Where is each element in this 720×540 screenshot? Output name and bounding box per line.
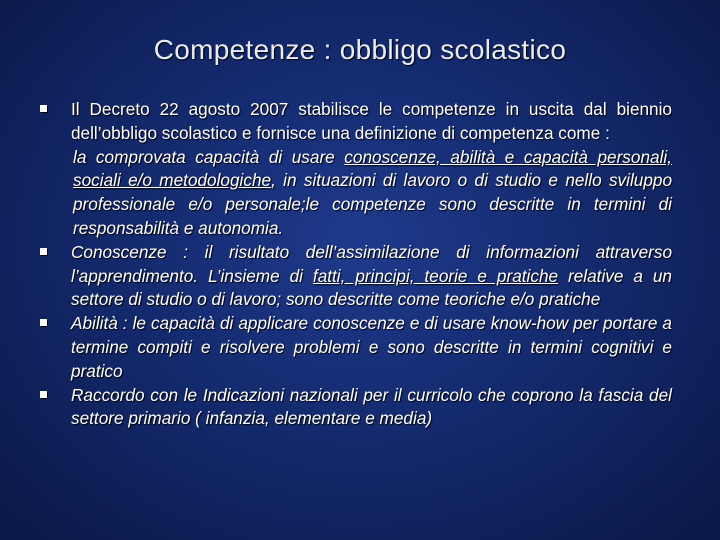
square-bullet-icon [40,248,47,255]
definition-text-b: , in situazioni di lavoro o di studio e nello sviluppo professionale e/o personale;le competenze sono descritte in termini di responsabilità e autonomia. [73,170,673,238]
bullet-item-abilita [40,312,672,383]
square-bullet-icon [40,105,47,112]
definition-text-a: la comprovata capacità di usare [73,146,345,167]
square-bullet-icon [40,391,47,398]
square-bullet-icon [40,319,47,326]
raccordo-text: Raccordo con le Indicazioni nazionali per il curricolo che coprono la fascia del settore primario ( infanzia, elementare e media) [71,384,672,429]
decreto-intro-text: Il Decreto 22 agosto 2007 stabilisce le competenze in uscita dal biennio dell’obbligo scolastico e fornisce una definizione di competenza come : [71,99,672,143]
bullet-item-raccordo [40,384,672,432]
bullet-list [40,98,672,431]
bullet-item-decreto [40,98,672,241]
competenza-definition [71,146,672,241]
definition-underlined-text: conoscenze, abilità e capacità personali, sociali e/o metodologiche [73,146,672,191]
conoscenze-underlined-text: fatti, principi, teorie e pratiche [312,265,559,286]
abilita-text: Abilità : le capacità di applicare conoscenze e di usare know-how per portare a termine compiti e risolvere problemi e sono descritte in termini cognitivi e pratico [71,313,672,381]
conoscenze-text-b: relative a un settore di studio o di lavoro; sono descritte come teoriche e/o pratiche [71,265,672,310]
conoscenze-text-a: Conoscenze : il risultato dell’assimilazione di informazioni attraverso l’apprendimento. L’insieme di [71,241,672,286]
slide-title: Competenze : obbligo scolastico [153,34,567,65]
bullet-item-conoscenze [40,241,672,312]
